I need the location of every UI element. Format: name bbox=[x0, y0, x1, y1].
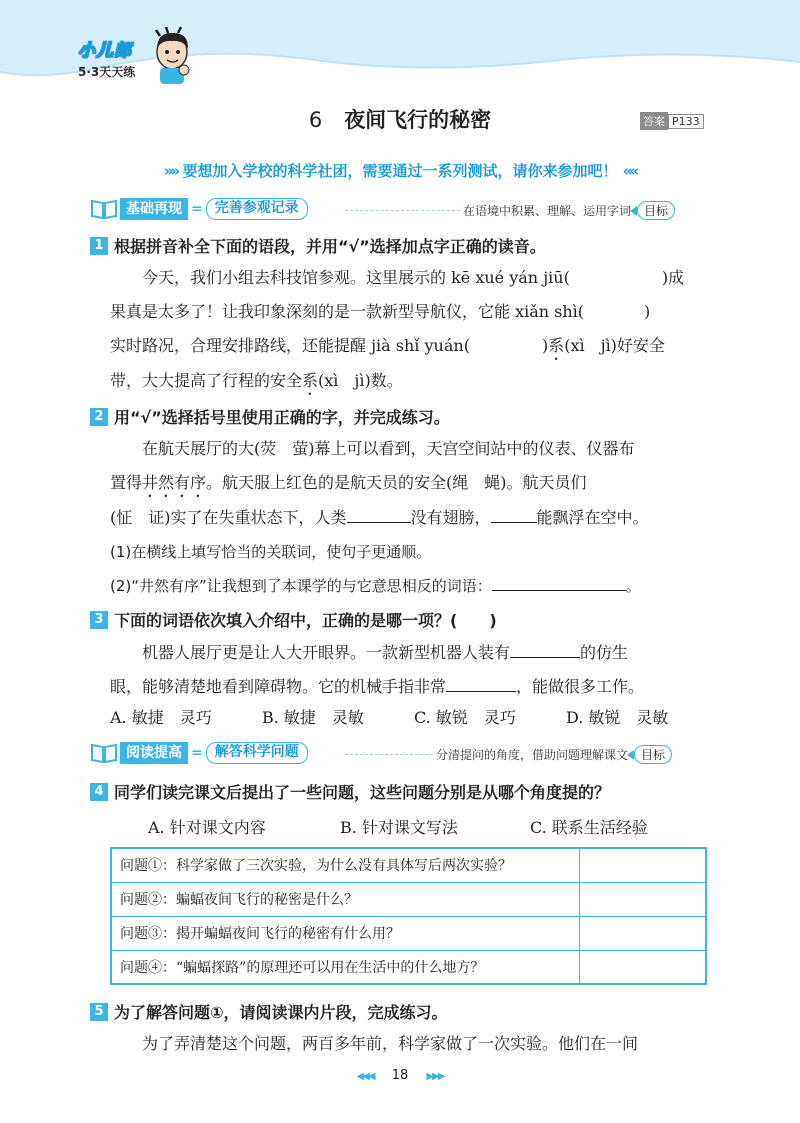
intro-banner bbox=[0, 160, 800, 181]
fill-blank[interactable] bbox=[347, 505, 411, 523]
lesson-number: 6 bbox=[308, 108, 323, 132]
pinyin-choice[interactable]: (xì jì)数。 bbox=[318, 371, 403, 390]
question-4-options bbox=[148, 815, 648, 838]
question-3-options bbox=[110, 705, 710, 728]
question-3-header bbox=[90, 608, 497, 631]
option-a: A. 针对课文内容 bbox=[148, 818, 266, 837]
dotted-phrase: 井然有序 bbox=[142, 473, 207, 492]
section-tag: 阅读提高 bbox=[120, 742, 188, 764]
passage-line: 为了弄清楚这个问题，两百多年前，科学家做了一次实验。他们在一间 bbox=[142, 1034, 639, 1053]
book-icon bbox=[90, 742, 118, 764]
table-row bbox=[111, 950, 706, 984]
answer-page: P133 bbox=[668, 114, 704, 129]
section-header-basics bbox=[90, 197, 308, 221]
dotted-char: 系 bbox=[548, 336, 565, 355]
passage-line: ) bbox=[644, 302, 651, 321]
option-c[interactable]: C. 敏锐 灵巧 bbox=[414, 708, 516, 727]
passage-line: 实时路况，合理安排路线，还能提醒 jià shǐ yuán( bbox=[110, 336, 470, 355]
option-b[interactable]: B. 敏捷 灵敏 bbox=[262, 708, 364, 727]
goal-text: 分清提问的角度，借助问题理解课文 bbox=[436, 748, 629, 762]
brand-name: 小儿郎 bbox=[78, 41, 132, 61]
passage-line: 没有翅膀， bbox=[410, 508, 491, 527]
book-icon bbox=[90, 198, 118, 220]
sub-question-2: (2)“井然有序”让我想到了本课学的与它意思相反的词语： bbox=[110, 577, 492, 595]
brand-logo bbox=[78, 36, 135, 80]
triple-arrow-left-icon: ◀◀◀ bbox=[356, 1071, 374, 1082]
question-1-header bbox=[90, 234, 546, 257]
table-cell-answer[interactable] bbox=[579, 882, 706, 916]
table-cell-answer[interactable] bbox=[579, 916, 706, 950]
section-pill: 解答科学问题 bbox=[206, 742, 308, 764]
section-header-reading bbox=[90, 741, 308, 765]
question-2-header bbox=[90, 405, 450, 428]
question-number: 2 bbox=[90, 408, 108, 426]
table-row bbox=[111, 848, 706, 882]
question-number: 5 bbox=[90, 1003, 108, 1021]
equals-icon: = bbox=[191, 745, 203, 761]
lesson-title: 夜间飞行的秘密 bbox=[344, 108, 492, 132]
table-cell-question: 问题②：蝙蝠夜间飞行的秘密是什么？ bbox=[111, 882, 579, 916]
passage-line: (怔 证)实了在失重状态下，人类 bbox=[110, 508, 347, 527]
question-5-passage bbox=[110, 1027, 710, 1061]
question-number: 4 bbox=[90, 783, 108, 801]
section-goal bbox=[463, 201, 675, 220]
question-5-header bbox=[90, 1000, 448, 1023]
double-chevron-left-icon: «« bbox=[622, 162, 637, 180]
passage-line: 果真是太多了！让我印象深刻的是一款新型导航仪，它能 xiǎn shì( bbox=[110, 302, 585, 321]
question-title: 为了解答问题①，请阅读课内片段，完成练习。 bbox=[114, 1003, 448, 1022]
brand-series: 5·3天天练 bbox=[78, 65, 136, 79]
answer-label: 答案 bbox=[640, 112, 668, 130]
goal-badge: 目标 bbox=[634, 745, 672, 764]
passage-line: ) bbox=[541, 336, 549, 355]
question-4-header bbox=[90, 780, 610, 803]
sub-question-1: (1)在横线上填写恰当的关联词，使句子更通顺。 bbox=[110, 543, 432, 561]
pinyin-choice[interactable]: (xì jì)好安全 bbox=[564, 336, 665, 355]
page-number: 18 bbox=[391, 1068, 409, 1083]
question-1-passage bbox=[110, 261, 710, 399]
fill-blank[interactable] bbox=[491, 505, 537, 523]
question-3-passage bbox=[110, 636, 710, 704]
question-title: 同学们读完课文后提出了一些问题，这些问题分别是从哪个角度提的？ bbox=[114, 783, 611, 802]
divider bbox=[345, 210, 460, 211]
passage-line: 置得 bbox=[110, 473, 143, 492]
question-4-table bbox=[110, 847, 707, 985]
section-pill: 完善参观记录 bbox=[206, 198, 308, 220]
table-cell-question: 问题①：科学家做了三次实验，为什么没有具体写后两次实验？ bbox=[111, 848, 579, 882]
passage-line: 的仿生 bbox=[580, 643, 629, 662]
passage-line: 。航天服上红色的是航天员的安全(绳 蝇)。航天员们 bbox=[206, 473, 587, 492]
option-b: B. 针对课文写法 bbox=[340, 818, 458, 837]
fill-blank[interactable] bbox=[510, 640, 580, 658]
passage-line: 能飘浮在空中。 bbox=[536, 508, 649, 527]
option-a[interactable]: A. 敏捷 灵巧 bbox=[110, 708, 212, 727]
page-footer bbox=[0, 1068, 800, 1083]
question-title: 根据拼音补全下面的语段，并用“√”选择加点字正确的读音。 bbox=[114, 237, 546, 256]
table-row bbox=[111, 916, 706, 950]
triple-arrow-right-icon: ▶▶▶ bbox=[426, 1071, 444, 1082]
period: 。 bbox=[625, 577, 641, 595]
question-number: 3 bbox=[90, 611, 108, 629]
table-cell-answer[interactable] bbox=[579, 848, 706, 882]
goal-text: 在语境中积累、理解、运用字词 bbox=[463, 204, 632, 218]
dotted-char: 系 bbox=[302, 371, 319, 390]
option-c: C. 联系生活经验 bbox=[530, 818, 648, 837]
goal-badge: 目标 bbox=[637, 201, 675, 220]
section-tag: 基础再现 bbox=[120, 198, 188, 220]
intro-text: 要想加入学校的科学社团，需要通过一系列测试，请你来参加吧！ bbox=[182, 162, 618, 180]
question-title: 用“√”选择括号里使用正确的字，并完成练习。 bbox=[114, 408, 450, 427]
section-goal bbox=[436, 745, 672, 764]
divider bbox=[345, 754, 433, 755]
table-row bbox=[111, 882, 706, 916]
passage-line: 带，大大提高了行程的安全 bbox=[110, 371, 303, 390]
fill-blank[interactable] bbox=[446, 674, 516, 692]
fill-blank[interactable] bbox=[492, 573, 626, 591]
passage-line: 眼，能够清楚地看到障碍物。它的机械手指非常 bbox=[110, 677, 447, 696]
passage-line: 在航天展厅的大(荧 萤)幕上可以看到，天宫空间站中的仪表、仪器布 bbox=[142, 439, 635, 458]
question-2-passage bbox=[110, 432, 710, 603]
table-cell-answer[interactable] bbox=[579, 950, 706, 984]
double-chevron-right-icon: »» bbox=[163, 162, 178, 180]
option-d[interactable]: D. 敏锐 灵敏 bbox=[566, 708, 669, 727]
equals-icon: = bbox=[191, 201, 203, 217]
mascot-boy-icon bbox=[148, 26, 196, 86]
answer-reference bbox=[640, 112, 704, 130]
table-cell-question: 问题④：“蝙蝠探路”的原理还可以用在生活中的什么地方？ bbox=[111, 950, 579, 984]
question-number: 1 bbox=[90, 237, 108, 255]
passage-line: ，能做很多工作。 bbox=[516, 677, 645, 696]
question-title: 下面的词语依次填入介绍中，正确的是哪一项？( ) bbox=[114, 611, 497, 630]
table-cell-question: 问题③：揭开蝙蝠夜间飞行的秘密有什么用？ bbox=[111, 916, 579, 950]
passage-line: 今天，我们小组去科技馆参观。这里展示的 kē xué yán jiū( bbox=[142, 268, 570, 287]
passage-line: )成 bbox=[661, 268, 685, 287]
passage-line: 机器人展厅更是让人大开眼界。一款新型机器人装有 bbox=[142, 643, 511, 662]
